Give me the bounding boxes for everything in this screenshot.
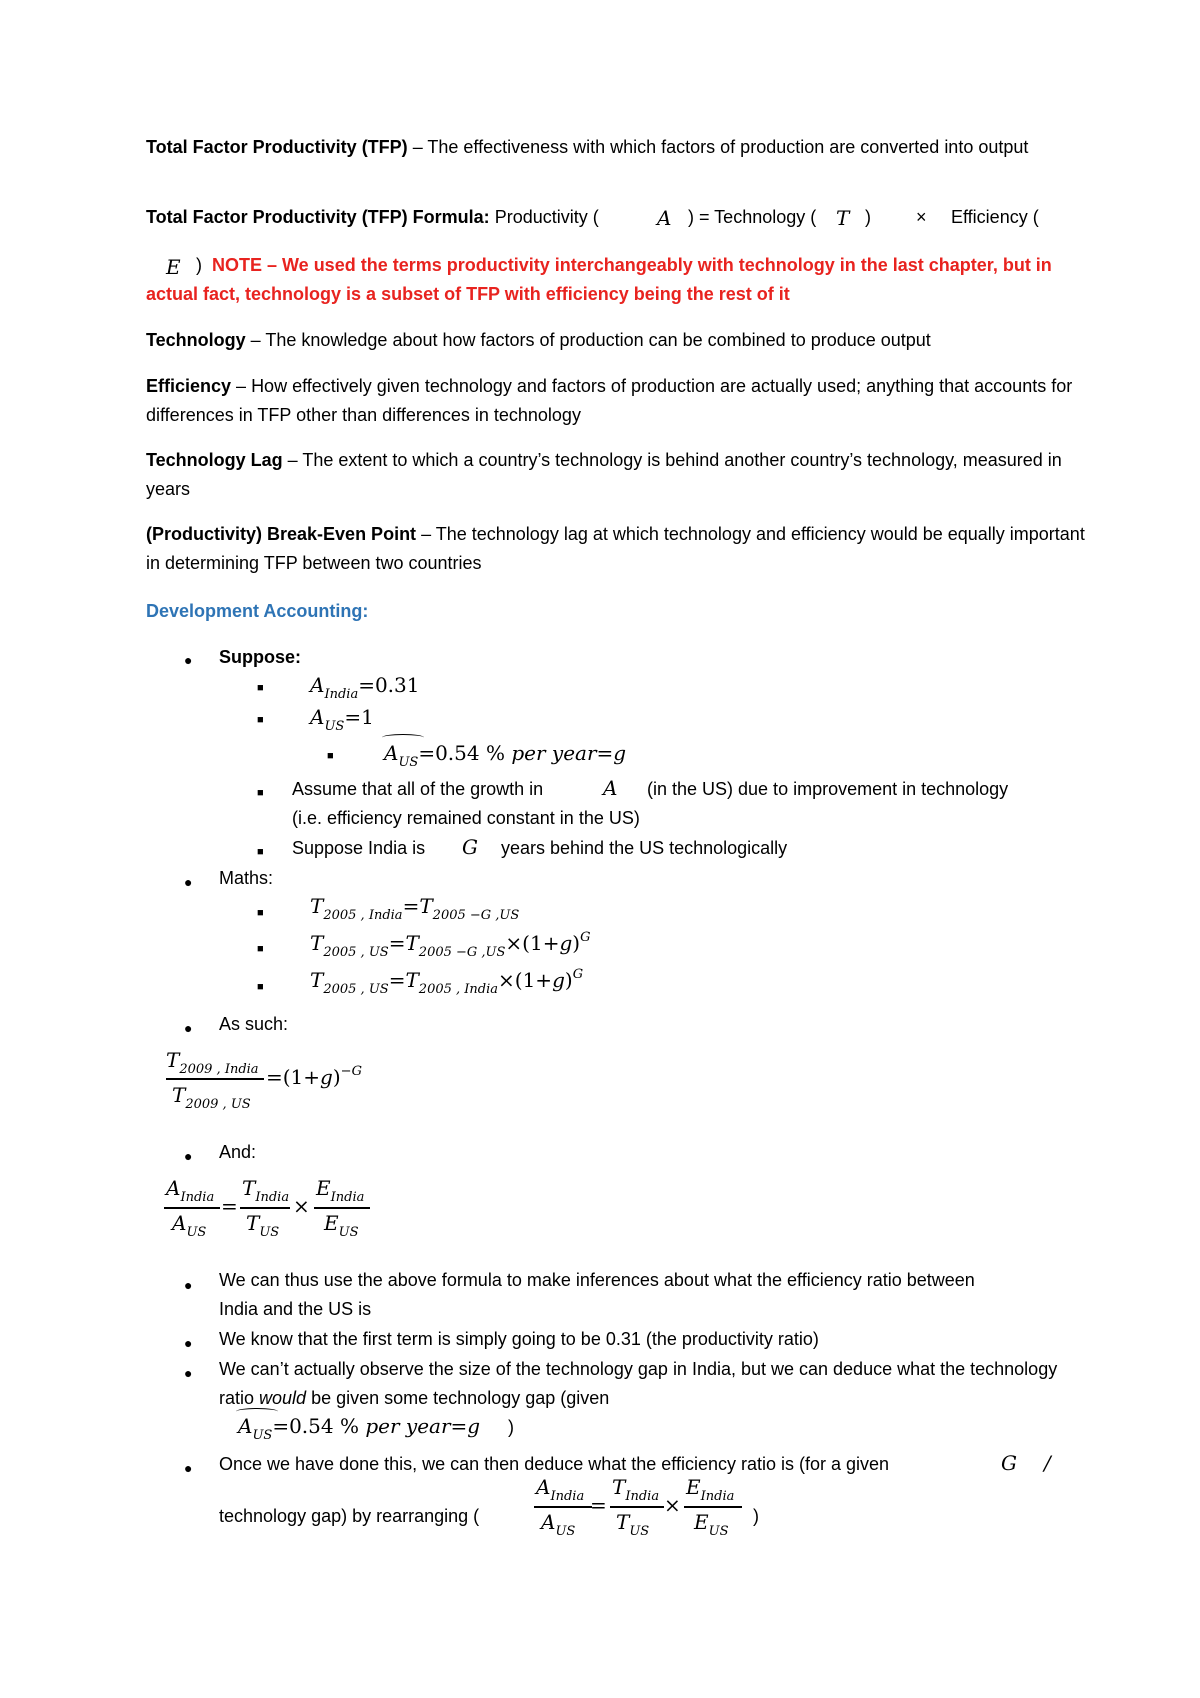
eq-a-india: $A_{India}=0.31$ <box>310 673 420 702</box>
section-heading: Development Accounting: <box>146 601 369 621</box>
bullet-icon: ● <box>184 1148 193 1164</box>
definition-break-even: (Productivity) Break-Even Point – The technology lag at which technology and efficiency would be equally important in determining TFP between two countries <box>146 524 1085 573</box>
bullet-icon: ● <box>184 1460 193 1476</box>
list-item: We can thus use the above formula to make inferences about what the efficiency ratio between India and the US is <box>219 1270 975 1319</box>
and-label: And: <box>219 1142 257 1162</box>
definition-tfp-text: The effectiveness with which factors of production are converted into output <box>427 137 1029 157</box>
eq-a-us-growth: $A_{US}=0.54$ % per year=g <box>384 741 627 770</box>
as-such-label: As such: <box>219 1014 289 1034</box>
eq-maths-3: $T_{2005 , US}=T_{2005 , India}\times(1+g)^G$ <box>310 967 584 997</box>
definition-technology-lag: Technology Lag – The extent to which a country’s technology is behind another country’s technology, measured in years <box>146 450 1062 499</box>
square-bullet-icon: ■ <box>257 682 264 694</box>
square-bullet-icon: ■ <box>257 787 264 799</box>
list-item: Once we have done this, we can then deduce what the efficiency ratio is (for a given <box>219 1454 890 1474</box>
square-bullet-icon: ■ <box>257 981 264 993</box>
times-symbol: × <box>916 207 927 227</box>
eq-maths-2: $T_{2005 , US}=T_{2005 -G ,US}\times(1+g)^G$ <box>310 930 591 960</box>
definition-formula: Total Factor Productivity (TFP) Formula: Productivity ( <box>146 207 599 227</box>
bullet-icon: ● <box>184 1335 193 1351</box>
eq-a-us-growth-inline: $A_{US}=0.54$ % per year=g <box>238 1414 481 1443</box>
bullet-icon: ● <box>184 1277 193 1293</box>
definition-tfp: Total Factor Productivity (TFP) – The effectiveness with which factors of production are converted into output <box>146 137 1029 157</box>
square-bullet-icon: ■ <box>257 943 264 955</box>
bullet-icon: ● <box>184 874 193 890</box>
list-item: We know that the first term is simply going to be 0.31 (the productivity ratio) <box>219 1329 819 1349</box>
square-bullet-icon: ■ <box>257 714 264 726</box>
document-page: Total Factor Productivity (TFP) – The effectiveness with which factors of production are converted into output Total Factor Productivity (TFP) Formula: Productivity ( A ) = Technology ( T ) × Efficiency ( E ) NOTE – We used the terms productivity interchangeably with technology in the last chapter, but in actual fact, technology is a subset of TFP with efficiency being the rest of it Technology – The knowledge about how factors of production can be combined to produce output Efficiency – How effectively given technology and factors of production are actually used; anything that accounts for differences in TFP other than differences in technology Technology Lag – The extent to which a country’s technology is behind another country’s technology, measured in years (Productivity) Break-Even Point – The technology lag at which technology and efficiency would be equally important in determining TFP between two countries Development Accounting: ● Suppose: ■ $A_{India}=0.31$ ■ $A_{US}=1$ ■ $A_{US}=0.54$ % per year=g ■ Assume that all of the growth in A (in the US) due to improvement in technology (i.e. efficiency remained constant in the US) ■ Suppose India is G years behind the US technologically ● Maths: ■ $T_{2005 , India}=T_{2005 -G ,US}$ ■ $T_{2005 , US}=T_{2005 -G ,US}\times(1+g)^G$ ■ $T_{2005 , US}=T_{2005 , India}\times(1+g)^G$ ● As such: $T_{2009 , India}$ $T_{2009 , US}$ $=(1+g)^{-G}$ ● And: $A_{India}$ $A_{US}$ = $T_{India}$ $T_{US}$ × $E_{India}$ $E_{US}$ ● We can thus use the above formula to make inferences about what the efficiency ratio between India and the US is ● We know that the first term is simply going to be 0.31 (the productivity ratio) ● We can’t actually observe the size of the technology gap in India, but we can deduce what the technology ratio would be given some technology gap (given $A_{US}=0.54$ % per year=g ) ● Once we have done this, we can then deduce what the efficiency ratio is (for a given G / technology gap) by rearranging ( $A_{India}$ $A_{US}$ = $T_{India}$ $T_{US}$ × $E_{India}$ $E_{US}$ ) <box>0 0 1200 1698</box>
term-formula: Total Factor Productivity (TFP) Formula: <box>146 207 490 227</box>
definition-technology: Technology – The knowledge about how factors of production can be combined to produce output <box>146 330 931 350</box>
eq-a-us: $A_{US}=1$ <box>310 705 374 734</box>
formula-E: E <box>166 255 181 279</box>
square-bullet-icon: ■ <box>327 750 334 762</box>
formula-T: T <box>836 206 850 230</box>
term-tfp: Total Factor Productivity (TFP) <box>146 137 408 157</box>
maths-label: Maths: <box>219 868 274 888</box>
bullet-icon: ● <box>184 652 193 668</box>
square-bullet-icon: ■ <box>257 907 264 919</box>
definition-efficiency: Efficiency – How effectively given technology and factors of production are actually used; anything that accounts for differences in TFP other than differences in technology <box>146 376 1073 425</box>
list-item: We can’t actually observe the size of the technology gap in India, but we can deduce what the technology ratio would be given some technology gap (given <box>219 1359 1058 1408</box>
suppose-label: Suppose: <box>219 647 302 667</box>
note-text: NOTE – We used the terms productivity interchangeably with technology in the last chapter, but in actual fact, technology is a subset of TFP with efficiency being the rest of it <box>146 255 1052 304</box>
bullet-icon: ● <box>184 1365 193 1381</box>
square-bullet-icon: ■ <box>257 846 264 858</box>
formula-A: A <box>657 206 672 230</box>
eq-maths-1: $T_{2005 , India}=T_{2005 -G ,US}$ <box>310 894 520 923</box>
bullet-icon: ● <box>184 1020 193 1036</box>
